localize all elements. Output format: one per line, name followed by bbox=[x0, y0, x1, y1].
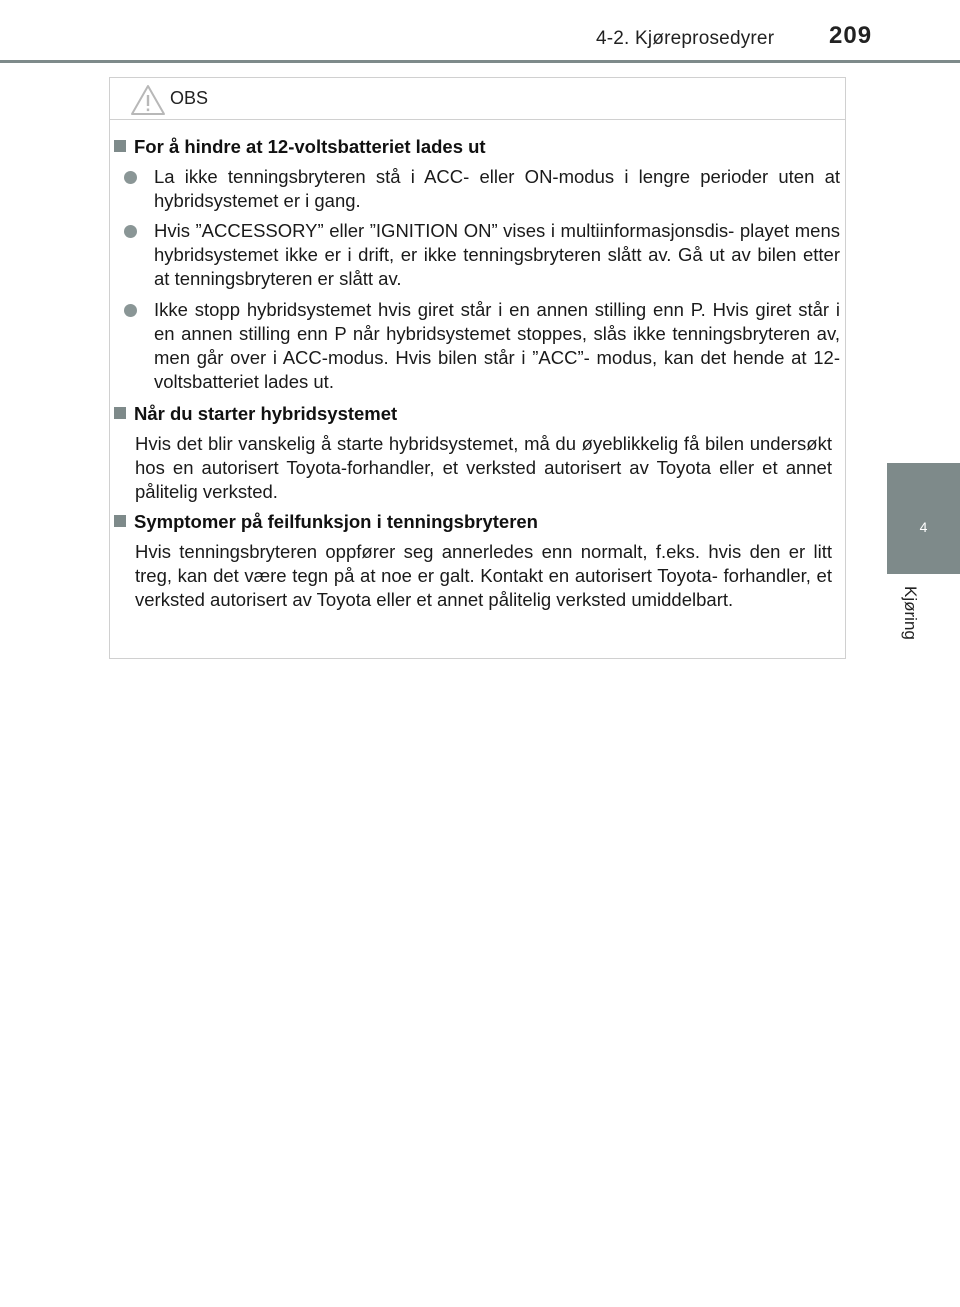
round-bullet-icon bbox=[124, 304, 137, 317]
obs-header bbox=[110, 78, 845, 120]
section-heading: Symptomer på feilfunksjon i tenningsbryteren bbox=[114, 511, 538, 533]
square-bullet-icon bbox=[114, 515, 126, 527]
section-title: 4-2. Kjøreprosedyrer bbox=[596, 28, 775, 49]
section-paragraph: Hvis tenningsbryteren oppfører seg annerledes enn normalt, f.eks. hvis den er litt treg, kan det være tegn på at noe er galt. Kontakt en autorisert Toyota- forhandler, et verksted autorisert av Toyota eller et annet pålitelig verksted umiddelbart. bbox=[135, 541, 832, 610]
section-paragraph: Hvis det blir vanskelig å starte hybridsystemet, må du øyeblikkelig få bilen undersøkt hos en autorisert Toyota-forhandler, et verksted autorisert av Toyota eller et annet pålitelig verksted. bbox=[135, 433, 832, 502]
page-number: 209 bbox=[829, 22, 873, 49]
chapter-number: 4 bbox=[919, 519, 928, 535]
square-bullet-icon bbox=[114, 407, 126, 419]
header-divider bbox=[0, 60, 960, 63]
round-bullet-icon bbox=[124, 225, 137, 238]
obs-notice-box bbox=[109, 77, 846, 659]
section-heading: Når du starter hybridsystemet bbox=[114, 403, 397, 425]
list-item: Hvis ”ACCESSORY” eller ”IGNITION ON” vises i multiinformasjonsdis- playet mens hybridsystemet ikke er i drift, er ikke tenningsbryteren slått av. Gå ut av bilen etter at tenningsbryteren er slått av. bbox=[124, 219, 840, 291]
square-bullet-icon bbox=[114, 140, 126, 152]
chapter-tab bbox=[887, 463, 960, 574]
list-item: Ikke stopp hybridsystemet hvis giret står i en annen stilling enn P. Hvis giret står i en annen stilling enn P når hybridsystemet stoppes, slås ikke tenningsbryteren av, men går over i ACC-modus. Hvis bilen står i ”ACC”- modus, kan det hende at 12-voltsbatteriet lades ut. bbox=[124, 298, 840, 394]
round-bullet-icon bbox=[124, 171, 137, 184]
warning-triangle-icon bbox=[130, 84, 166, 116]
obs-label: OBS bbox=[170, 88, 209, 108]
section-heading: For å hindre at 12-voltsbatteriet lades ut bbox=[114, 136, 486, 158]
chapter-label: Kjøring bbox=[901, 586, 920, 640]
list-item: La ikke tenningsbryteren stå i ACC- eller ON-modus i lengre perioder uten at hybridsystemet er i gang. bbox=[124, 165, 840, 213]
